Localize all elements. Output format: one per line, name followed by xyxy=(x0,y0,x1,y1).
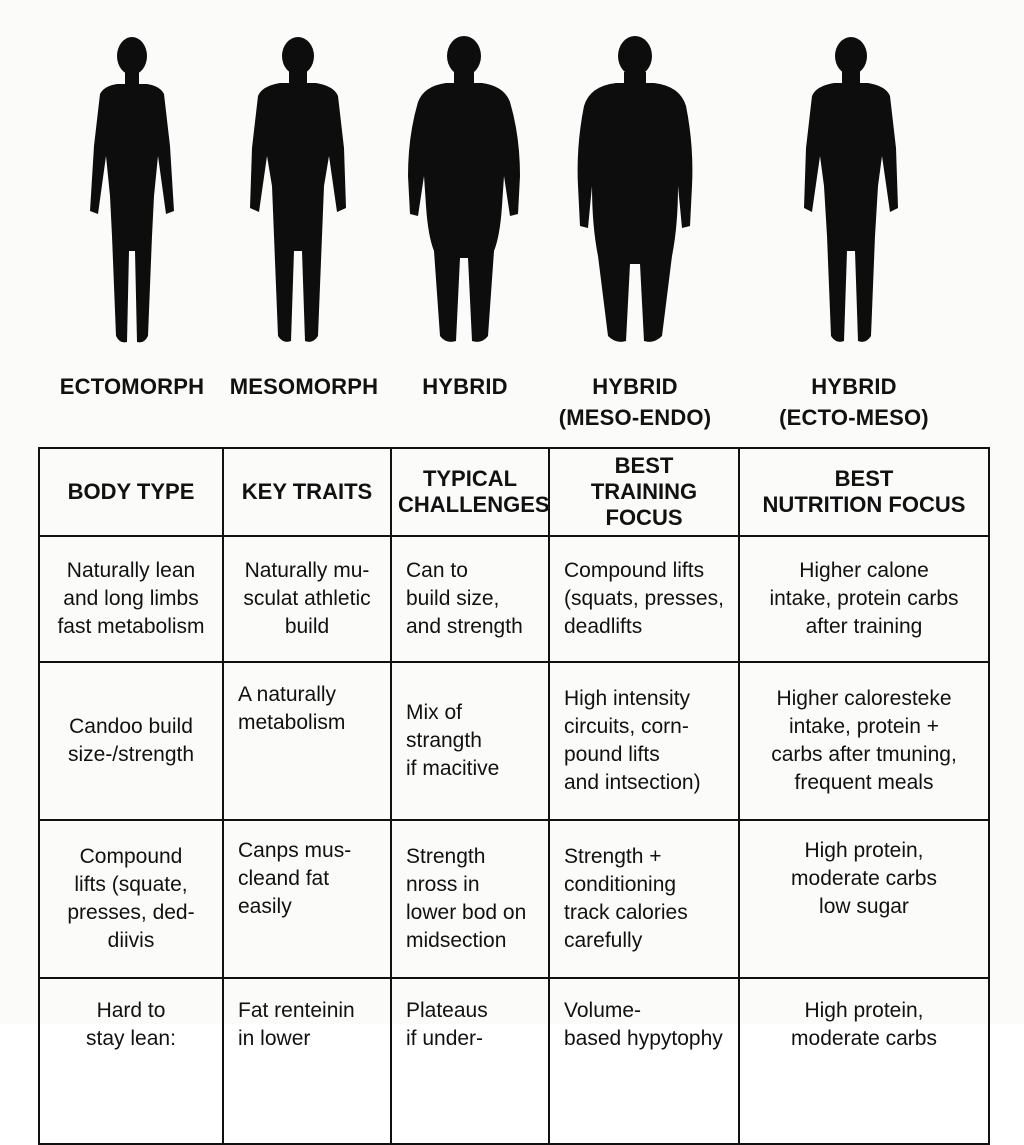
ectomorph-silhouette xyxy=(82,36,182,346)
table-cell: Candoo build size-/strength xyxy=(39,662,223,820)
table-cell: A naturally metabolism xyxy=(223,662,391,820)
table-cell: High protein, moderate carbs xyxy=(739,978,989,1144)
table-cell: Higher caloresteke intake, protein + carbs after tmuning, frequent meals xyxy=(739,662,989,820)
figure-label-3: HYBRID xyxy=(422,374,508,399)
figure-label-4: HYBRID (MESO-ENDO) xyxy=(558,374,712,430)
table-cell: Strength + conditioning track calories carefully xyxy=(549,820,739,978)
table-cell: Higher calone intake, protein carbs after training xyxy=(739,536,989,662)
table-row xyxy=(39,536,989,662)
table-cell: Volume- based hypytophy xyxy=(549,978,739,1144)
figure-label-5: HYBRID (ECTO-MESO) xyxy=(779,374,929,430)
body-type-table-container xyxy=(38,447,988,1050)
table-row xyxy=(39,662,989,820)
silhouette-row xyxy=(0,0,1024,440)
mesomorph-silhouette xyxy=(246,36,350,346)
table-cell: Can to build size, and strength xyxy=(391,536,549,662)
header-typical-challenges: TYPICAL CHALLENGES xyxy=(391,448,549,536)
figure-label-1: ECTOMORPH xyxy=(59,374,205,399)
table-cell: Compound lifts (squate, presses, ded- diivis xyxy=(39,820,223,978)
table-cell: Plateaus if under- xyxy=(391,978,549,1144)
table-cell: High protein, moderate carbs low sugar xyxy=(739,820,989,978)
table-cell: Naturally lean and long limbs fast metabolism xyxy=(39,536,223,662)
table-cell: Naturally mu- sculat athletic build xyxy=(223,536,391,662)
table-header-row xyxy=(39,448,989,536)
header-key-traits: KEY TRAITS xyxy=(223,448,391,536)
header-body-type: BODY TYPE xyxy=(39,448,223,536)
table-cell: Canps mus- cleand fat easily xyxy=(223,820,391,978)
figure-label-2: MESOMORPH xyxy=(229,374,379,399)
table-cell: Mix of strangth if macitive xyxy=(391,662,549,820)
table-cell: Hard to stay lean: xyxy=(39,978,223,1144)
body-type-table xyxy=(38,447,990,1145)
table-cell: Fat renteinin in lower xyxy=(223,978,391,1144)
table-cell: High intensity circuits, corn- pound lifts and intsection) xyxy=(549,662,739,820)
table-cell: Strength nross in lower bod on midsection xyxy=(391,820,549,978)
header-best-training-focus: BEST TRAINING FOCUS xyxy=(549,448,739,536)
hybrid-silhouette xyxy=(404,36,524,346)
hybrid-meso-endo-silhouette xyxy=(574,36,696,346)
header-best-nutrition-focus: BEST NUTRITION FOCUS xyxy=(739,448,989,536)
table-cell: Compound lifts (squats, presses, deadlifts xyxy=(549,536,739,662)
table-row xyxy=(39,820,989,978)
table-row xyxy=(39,978,989,1144)
hybrid-ecto-meso-silhouette xyxy=(798,36,904,346)
